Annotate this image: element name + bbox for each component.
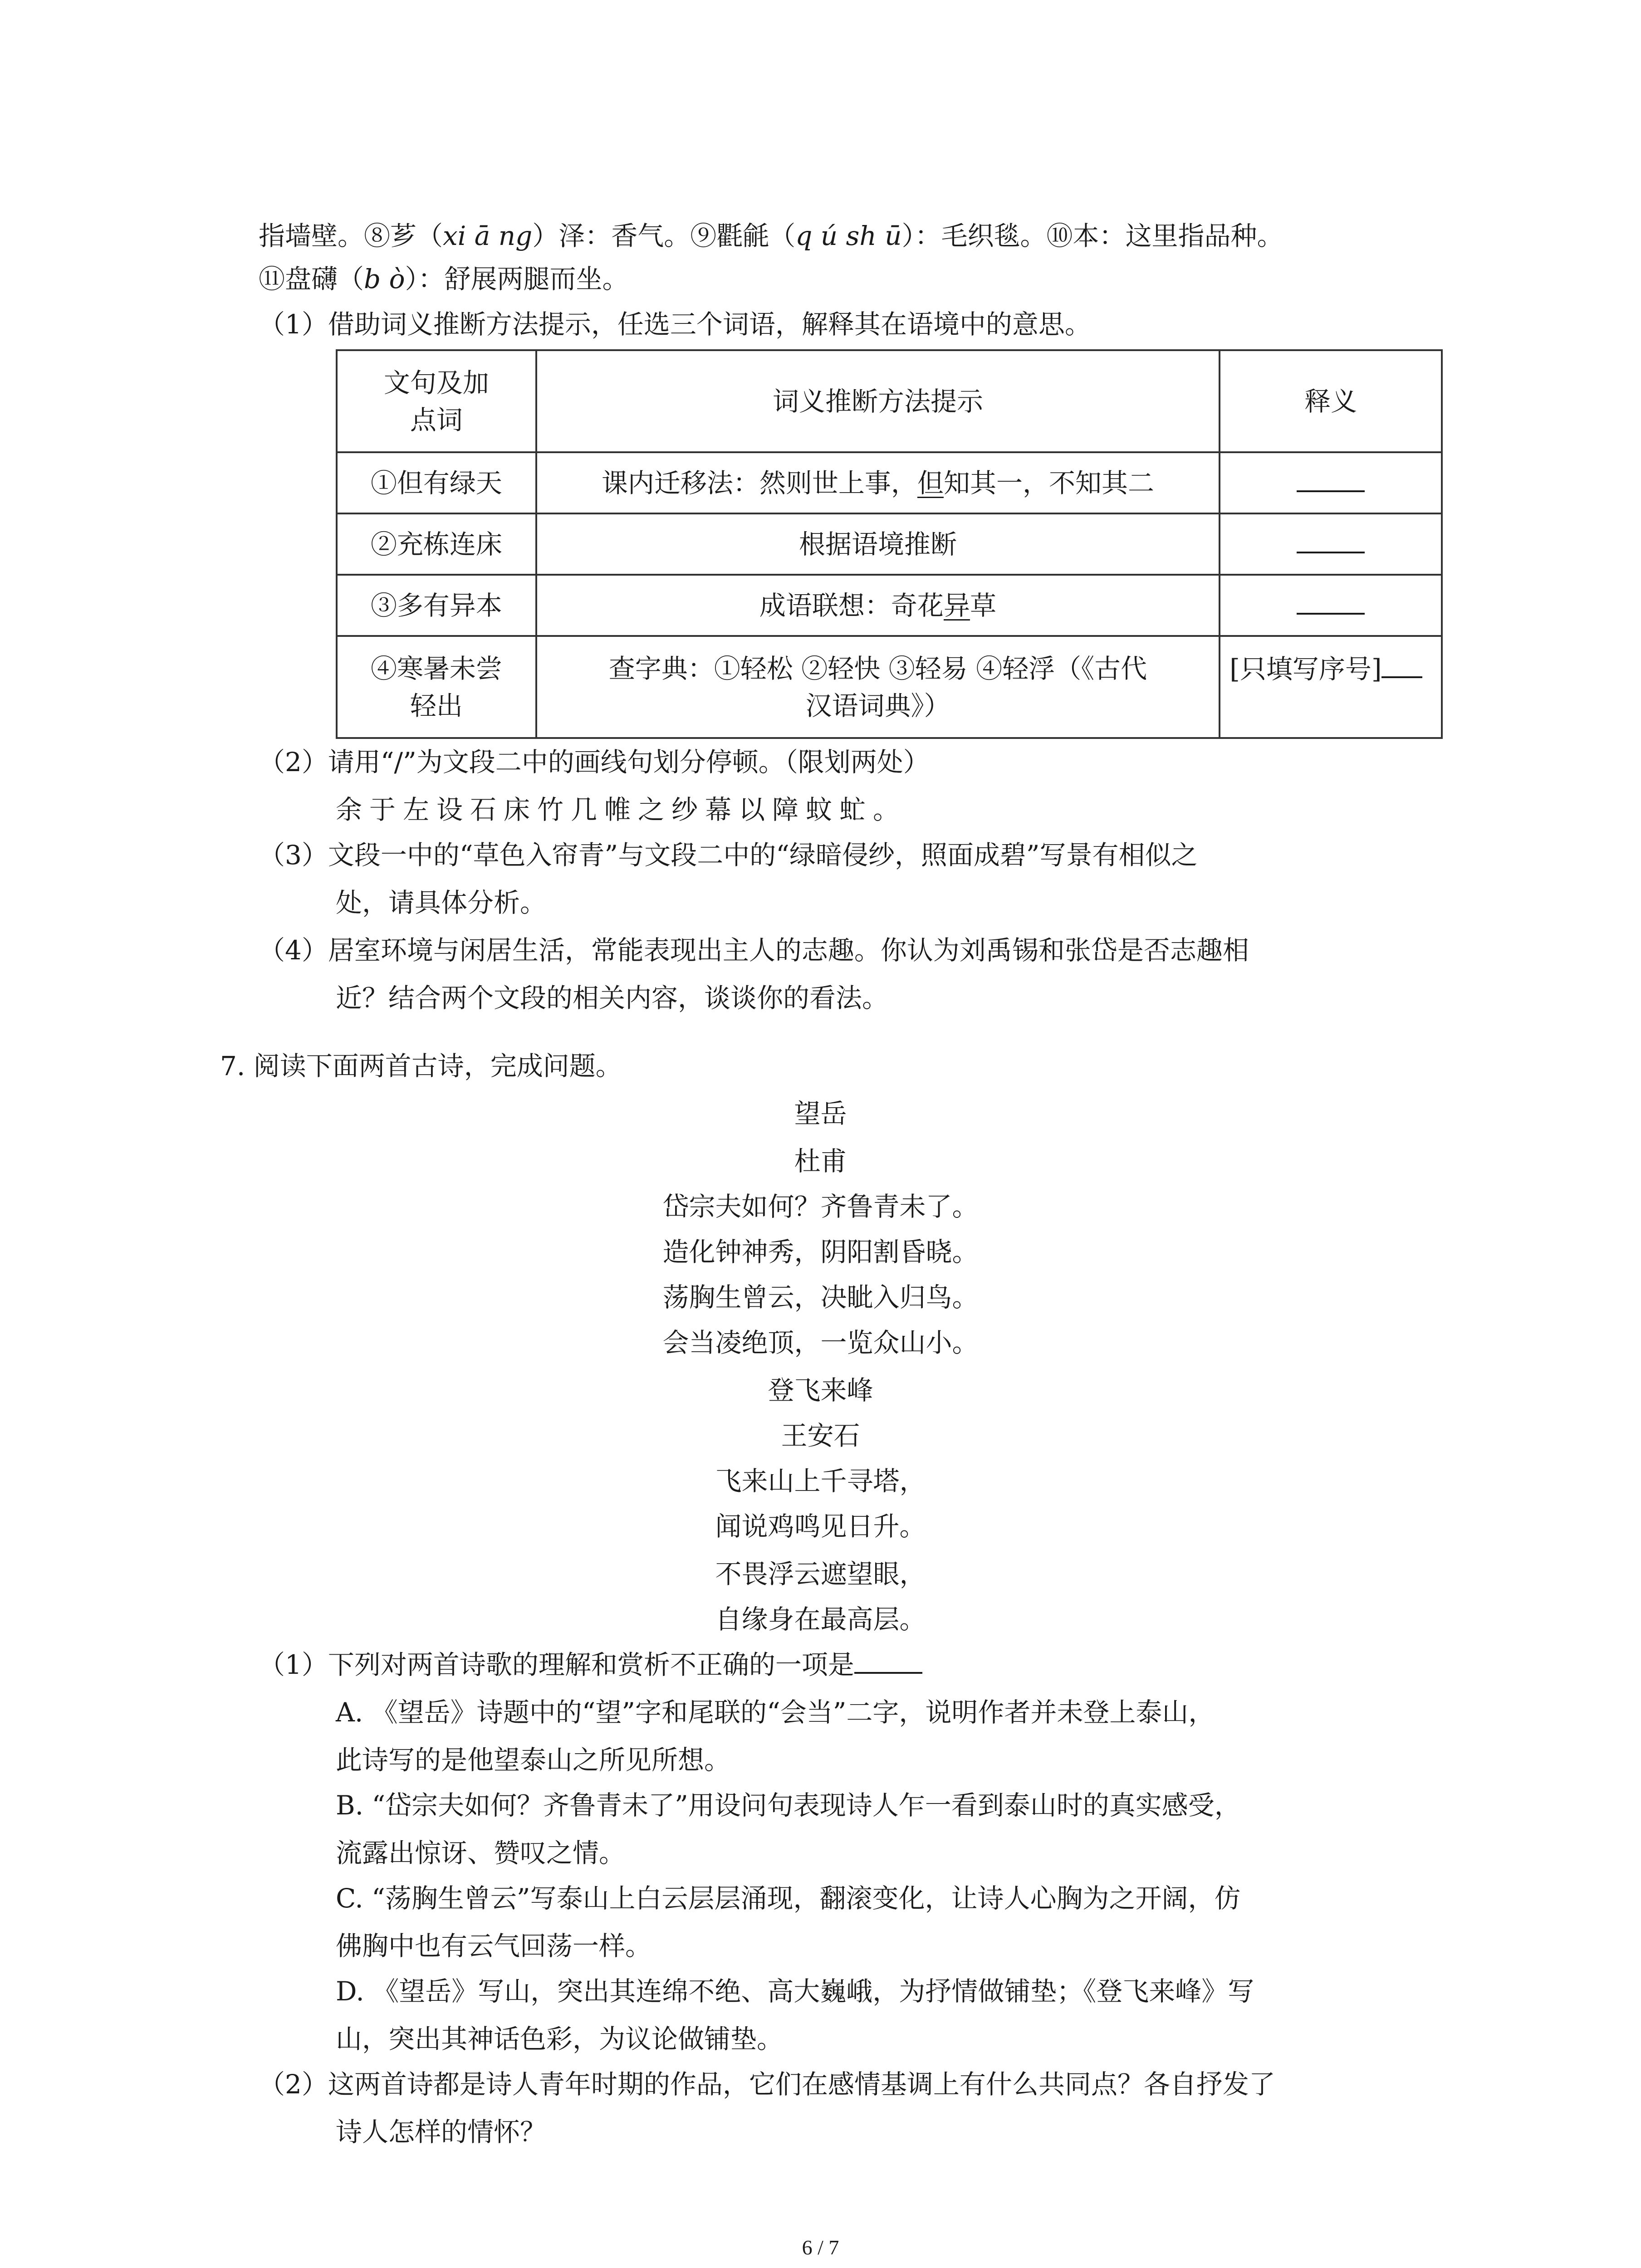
question-6-4-cont: 近？结合两个文段的相关内容，谈谈你的看法。 <box>336 982 889 1013</box>
option-a-cont: 此诗写的是他望泰山之所见所想。 <box>336 1745 731 1775</box>
poem-line: 飞来山上千寻塔， <box>715 1466 926 1496</box>
notes-line-2 <box>259 256 629 302</box>
row-hint: 查字典：①轻松 ②轻快 ③轻易 ④轻浮（《古代 汉语词典》） <box>536 636 1220 738</box>
notes-text: ）：毛织毯。⑩本：这里指品种。 <box>901 220 1283 251</box>
option-c-cont: 佛胸中也有云气回荡一样。 <box>336 1931 652 1961</box>
row-hint: 课内迁移法：然则世上事，但知其一，不知其二 <box>536 452 1220 513</box>
row-hint: 成语联想：奇花异草 <box>536 575 1220 636</box>
row-sentence: ②充栋连床 <box>337 513 536 575</box>
poem-line: 岱宗夫如何？齐鲁青未了。 <box>662 1191 979 1222</box>
row-answer-blank[interactable]: [只填写序号] <box>1220 636 1442 738</box>
notes-text: ）泽：香气。⑨氍毹（ <box>532 220 796 251</box>
question-6-4: （4）居室环境与闲居生活，常能表现出主人的志趣。你认为刘禹锡和张岱是否志趣相 <box>259 935 1249 966</box>
header-hint: 词义推断方法提示 <box>536 350 1220 452</box>
row-sentence: ④寒暑未尝 轻出 <box>337 636 536 738</box>
notes-text: ⑪盘礴（ <box>259 264 364 294</box>
option-b: B. “岱宗夫如何？齐鲁青未了”用设问句表现诗人乍一看到泰山时的真实感受， <box>336 1790 1241 1821</box>
table-row <box>337 575 1442 636</box>
header-sentence: 文句及加点词 <box>337 350 536 452</box>
question-7-1: （1）下列对两首诗歌的理解和赏析不正确的一项是 <box>259 1642 922 1687</box>
poem-line: 荡胸生曾云，决眦入归鸟。 <box>662 1282 979 1313</box>
row-answer-blank[interactable] <box>1220 575 1442 636</box>
option-a: A. 《望岳》诗题中的“望”字和尾联的“会当”二字，说明作者并未登上泰山， <box>336 1697 1215 1728</box>
poem-1-title: 望岳 <box>794 1098 847 1129</box>
option-d: D. 《望岳》写山，突出其连绵不绝、高大巍峨，为抒情做铺垫；《登飞来峰》写 <box>336 1976 1254 2007</box>
table-row <box>337 636 1442 738</box>
pause-sentence: 余于左设石床竹几帷之纱幕以障蚊虻。 <box>336 794 907 825</box>
question-7-2: （2）这两首诗都是诗人青年时期的作品，它们在感情基调上有什么共同点？各自抒发了 <box>259 2069 1275 2100</box>
poem-line: 会当凌绝顶，一览众山小。 <box>662 1327 979 1358</box>
row-sentence: ①但有绿天 <box>337 452 536 513</box>
notes-text: 指墙壁。⑧芗（ <box>259 220 443 251</box>
poem-line: 闻说鸡鸣见日升。 <box>715 1511 926 1542</box>
row-sentence: ③多有异本 <box>337 575 536 636</box>
notes-line-1 <box>259 213 1283 259</box>
poem-line: 自缘身在最高层。 <box>715 1604 926 1635</box>
question-6-3: （3）文段一中的“草色入帘青”与文段二中的“绿暗侵纱，照面成碧”写景有相似之 <box>259 840 1198 870</box>
poem-1-author: 杜甫 <box>794 1146 847 1177</box>
row-hint: 根据语境推断 <box>536 513 1220 575</box>
notes-text: ）：舒展两腿而坐。 <box>405 264 629 294</box>
page-number: 6 / 7 <box>802 2236 839 2259</box>
question-6-1: （1）借助词义推断方法提示，任选三个词语，解释其在语境中的意思。 <box>259 309 1091 340</box>
pinyin: b ò <box>364 264 405 294</box>
pinyin: q ú sh ū <box>795 220 902 251</box>
question-6-2: （2）请用“/”为文段二中的画线句划分停顿。（限划两处） <box>259 747 930 777</box>
table-row <box>337 452 1442 513</box>
question-7-title: 7. 阅读下面两首古诗，完成问题。 <box>220 1051 622 1081</box>
row-answer-blank[interactable] <box>1220 452 1442 513</box>
poem-2-author: 王安石 <box>781 1420 860 1451</box>
poem-line: 造化钟神秀，阴阳割昏晓。 <box>662 1237 979 1267</box>
vocab-table <box>336 349 1443 739</box>
header-answer: 释义 <box>1220 350 1442 452</box>
row-answer-blank[interactable] <box>1220 513 1442 575</box>
option-b-cont: 流露出惊讶、赞叹之情。 <box>336 1838 626 1868</box>
pinyin: xi ā ng <box>443 220 533 251</box>
question-6-3-cont: 处，请具体分析。 <box>336 887 547 918</box>
table-header-row <box>337 350 1442 452</box>
answer-blank[interactable] <box>854 1645 922 1674</box>
option-c: C. “荡胸生曾云”写泰山上白云层层涌现，翻滚变化，让诗人心胸为之开阔，仿 <box>336 1883 1241 1914</box>
poem-line: 不畏浮云遮望眼， <box>715 1559 926 1589</box>
option-d-cont: 山，突出其神话色彩，为议论做铺垫。 <box>336 2024 784 2054</box>
poem-2-title: 登飞来峰 <box>768 1375 873 1406</box>
question-7-2-cont: 诗人怎样的情怀？ <box>336 2116 547 2147</box>
table-row <box>337 513 1442 575</box>
